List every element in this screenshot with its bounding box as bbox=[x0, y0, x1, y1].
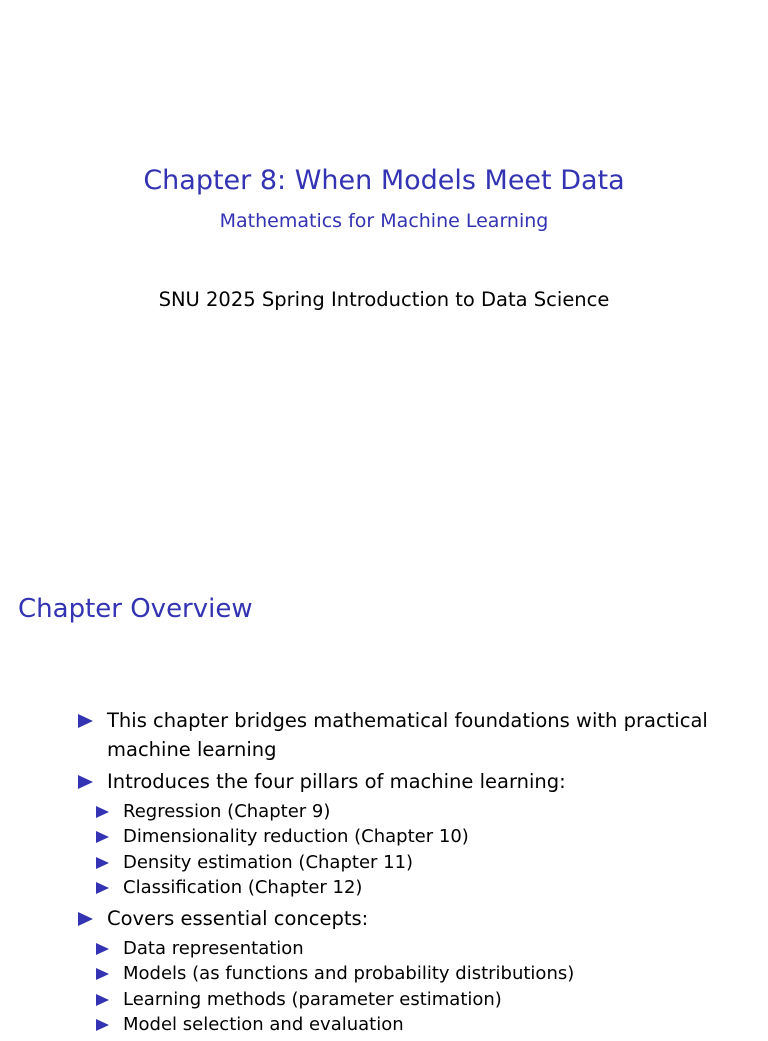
sublist bbox=[78, 936, 738, 1037]
overview-list bbox=[78, 706, 738, 1041]
sublist-item bbox=[96, 1012, 738, 1037]
sublist-container bbox=[78, 799, 738, 900]
triangle-bullet-icon bbox=[96, 968, 109, 980]
triangle-bullet-icon bbox=[78, 775, 93, 789]
sublist-item-text: Regression (Chapter 9) bbox=[123, 801, 331, 822]
sublist-item-text: Data representation bbox=[123, 938, 304, 960]
triangle-bullet-icon bbox=[78, 714, 93, 728]
overview-slide bbox=[0, 576, 768, 1036]
sublist-item bbox=[96, 799, 738, 824]
list-item bbox=[78, 706, 738, 764]
sublist-item-text: Model selection and evaluation bbox=[123, 1014, 404, 1036]
sublist-item-text: Models (as functions and probability distributions) bbox=[123, 963, 575, 985]
triangle-bullet-icon bbox=[96, 806, 109, 818]
frame-title: Chapter Overview bbox=[18, 594, 253, 624]
triangle-bullet-icon bbox=[96, 1019, 109, 1031]
sublist-item-text: Dimensionality reduction (Chapter 10) bbox=[123, 826, 469, 848]
list-item bbox=[78, 767, 738, 796]
sublist-item-text: Classification (Chapter 12) bbox=[123, 876, 363, 898]
list-item-text: This chapter bridges mathematical foundations with practical machine learning bbox=[107, 709, 708, 761]
sublist-item bbox=[96, 987, 738, 1012]
list-item-text: Covers essential concepts: bbox=[107, 907, 369, 931]
course-institute: SNU 2025 Spring Introduction to Data Science bbox=[158, 288, 610, 311]
sublist bbox=[78, 799, 738, 900]
sublist-item bbox=[96, 850, 738, 875]
sublist-item bbox=[96, 961, 738, 986]
triangle-bullet-icon bbox=[96, 857, 109, 869]
list-item-text: Introduces the four pillars of machine learning: bbox=[107, 770, 566, 793]
triangle-bullet-icon bbox=[78, 912, 93, 926]
sublist-item bbox=[96, 875, 738, 900]
list-item bbox=[78, 904, 738, 933]
sublist-item bbox=[96, 936, 738, 961]
sublist-item-text: Learning methods (parameter estimation) bbox=[123, 988, 502, 1010]
sublist-container bbox=[78, 936, 738, 1037]
slide-subtitle: Mathematics for Machine Learning bbox=[219, 210, 549, 232]
sublist-item-text: Density estimation (Chapter 11) bbox=[123, 851, 414, 873]
triangle-bullet-icon bbox=[96, 994, 109, 1006]
triangle-bullet-icon bbox=[96, 943, 109, 955]
triangle-bullet-icon bbox=[96, 882, 109, 894]
sublist-item bbox=[96, 824, 738, 849]
triangle-bullet-icon bbox=[96, 831, 109, 843]
slide-title: Chapter 8: When Models Meet Data bbox=[143, 165, 625, 196]
